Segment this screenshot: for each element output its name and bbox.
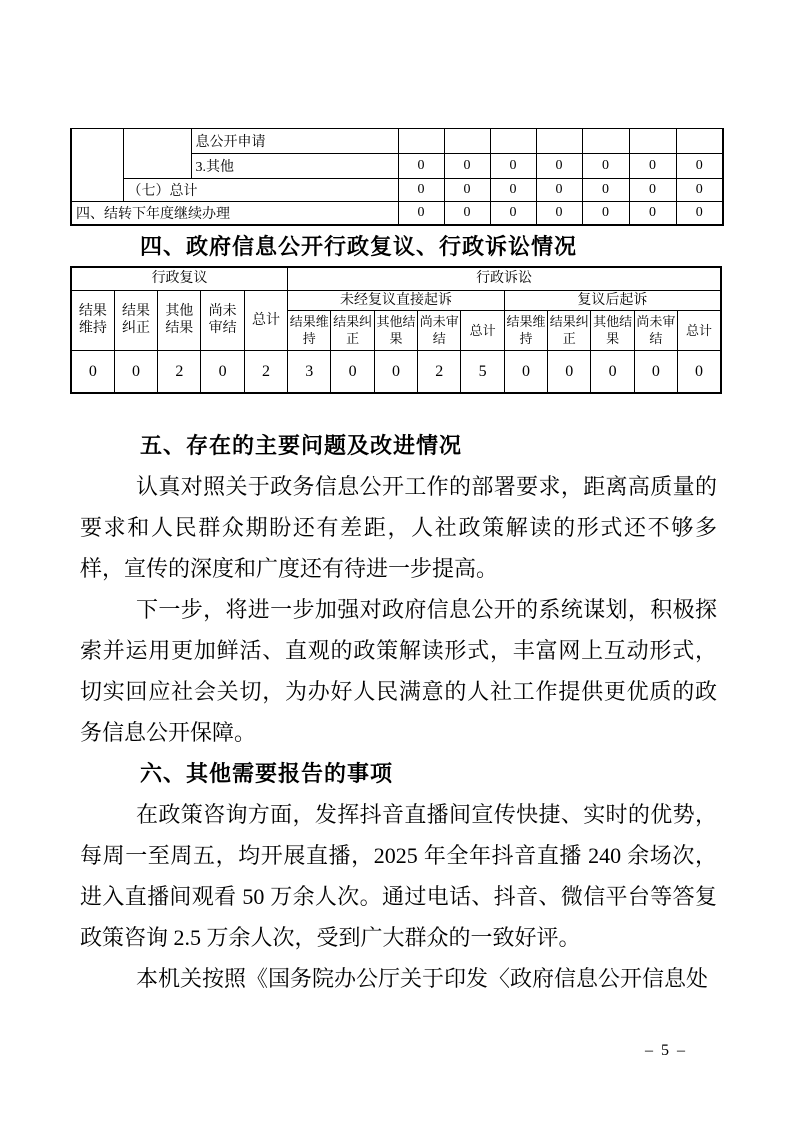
value-cell: 0 xyxy=(582,179,629,202)
value-cell: 0 xyxy=(444,179,490,202)
section-six-title: 六、其他需要报告的事项 xyxy=(140,761,394,786)
value-cell: 0 xyxy=(398,202,444,226)
review-litigation-table xyxy=(70,266,722,394)
value-cell: 0 xyxy=(504,350,547,393)
column-header: 总计 xyxy=(244,290,287,350)
row-label: 3.其他 xyxy=(191,154,398,179)
section-four-title: 四、政府信息公开行政复议、行政诉讼情况 xyxy=(140,234,578,259)
value-cell xyxy=(398,129,444,154)
value-cell: 0 xyxy=(634,350,677,393)
value-cell: 0 xyxy=(536,154,582,179)
value-cell: 0 xyxy=(490,179,536,202)
value-cell: 0 xyxy=(629,154,676,179)
value-cell: 0 xyxy=(629,179,676,202)
section-five-paragraph-1: 认真对照关于政务信息公开工作的部署要求，距离高质量的要求和人民群众期盼还有差距，人社政策解读的形式还不够多样，宣传的深度和广度还有待进一步提高。 xyxy=(80,474,717,581)
table-row xyxy=(71,129,723,154)
sub-header-direct-suit: 未经复议直接起诉 xyxy=(288,290,505,310)
value-cell: 0 xyxy=(201,350,244,393)
sub-header-after-review-suit: 复议后起诉 xyxy=(504,290,721,310)
column-header: 其他结果 xyxy=(158,290,201,350)
value-cell: 2 xyxy=(244,350,287,393)
row-label: 息公开申请 xyxy=(191,129,398,154)
value-cell: 0 xyxy=(114,350,157,393)
section-six-paragraph-2: 本机关按照《国务院办公厅关于印发〈政府信息公开信息处 xyxy=(136,966,709,991)
section-five-title: 五、存在的主要问题及改进情况 xyxy=(140,433,463,458)
value-cell: 0 xyxy=(582,202,629,226)
group-header-litigation: 行政诉讼 xyxy=(288,267,721,290)
value-cell: 0 xyxy=(591,350,634,393)
value-cell: 0 xyxy=(374,350,417,393)
table-row xyxy=(71,179,723,202)
value-cell: 0 xyxy=(548,350,591,393)
spanner-cell xyxy=(71,129,123,202)
value-cell: 2 xyxy=(418,350,461,393)
value-cell: 2 xyxy=(158,350,201,393)
value-cell xyxy=(444,129,490,154)
data-row xyxy=(71,350,721,393)
value-cell: 0 xyxy=(398,179,444,202)
value-cell: 0 xyxy=(444,202,490,226)
value-cell xyxy=(676,129,723,154)
column-header: 结果维持 xyxy=(288,310,331,350)
row-label: （七）总计 xyxy=(123,179,398,202)
value-cell: 5 xyxy=(461,350,504,393)
value-cell: 0 xyxy=(536,179,582,202)
value-cell: 0 xyxy=(676,154,723,179)
value-cell: 0 xyxy=(629,202,676,226)
value-cell xyxy=(582,129,629,154)
value-cell: 0 xyxy=(71,350,114,393)
value-cell: 0 xyxy=(676,202,723,226)
column-header: 结果维持 xyxy=(71,290,114,350)
sub-header-row xyxy=(71,290,721,310)
column-header: 尚未审结 xyxy=(418,310,461,350)
value-cell: 0 xyxy=(331,350,374,393)
value-cell xyxy=(490,129,536,154)
group-header-row xyxy=(71,267,721,290)
value-cell: 0 xyxy=(490,202,536,226)
section-six-paragraph-1: 在政策咨询方面，发挥抖音直播间宣传快捷、实时的优势，每周一至周五，均开展直播，2025 年全年抖音直播 240 余场次，进入直播间观看 50 万余人次。通过电话、抖音、微信平台等答复政策咨询 2.5 万余人次，受到广大群众的一致好评。 xyxy=(80,802,717,950)
value-cell xyxy=(536,129,582,154)
value-cell: 0 xyxy=(490,154,536,179)
value-cell: 0 xyxy=(676,179,723,202)
document-body xyxy=(80,425,717,999)
page-number: – 5 – xyxy=(645,1042,687,1059)
value-cell: 0 xyxy=(398,154,444,179)
spanner-cell xyxy=(123,129,191,179)
column-header: 总计 xyxy=(461,310,504,350)
value-cell: 3 xyxy=(288,350,331,393)
column-header: 总计 xyxy=(678,310,721,350)
column-header: 其他结果 xyxy=(374,310,417,350)
column-header: 结果纠正 xyxy=(114,290,157,350)
value-cell: 0 xyxy=(582,154,629,179)
value-cell: 0 xyxy=(444,154,490,179)
section-five-paragraph-2: 下一步，将进一步加强对政府信息公开的系统谋划，积极探索并运用更加鲜活、直观的政策解读形式，丰富网上互动形式，切实回应社会关切，为办好人民满意的人社工作提供更优质的政务信息公开保障。 xyxy=(80,597,717,745)
value-cell: 0 xyxy=(536,202,582,226)
column-header: 尚未审结 xyxy=(201,290,244,350)
table-row xyxy=(71,202,723,226)
column-header: 结果纠正 xyxy=(548,310,591,350)
column-header: 其他结果 xyxy=(591,310,634,350)
column-header: 结果维持 xyxy=(504,310,547,350)
value-cell xyxy=(629,129,676,154)
column-header: 结果纠正 xyxy=(331,310,374,350)
group-header-review: 行政复议 xyxy=(71,267,288,290)
value-cell: 0 xyxy=(678,350,721,393)
column-header: 尚未审结 xyxy=(634,310,677,350)
carryover-statistics-table xyxy=(70,128,724,226)
row-label: 四、结转下年度继续办理 xyxy=(71,202,398,226)
